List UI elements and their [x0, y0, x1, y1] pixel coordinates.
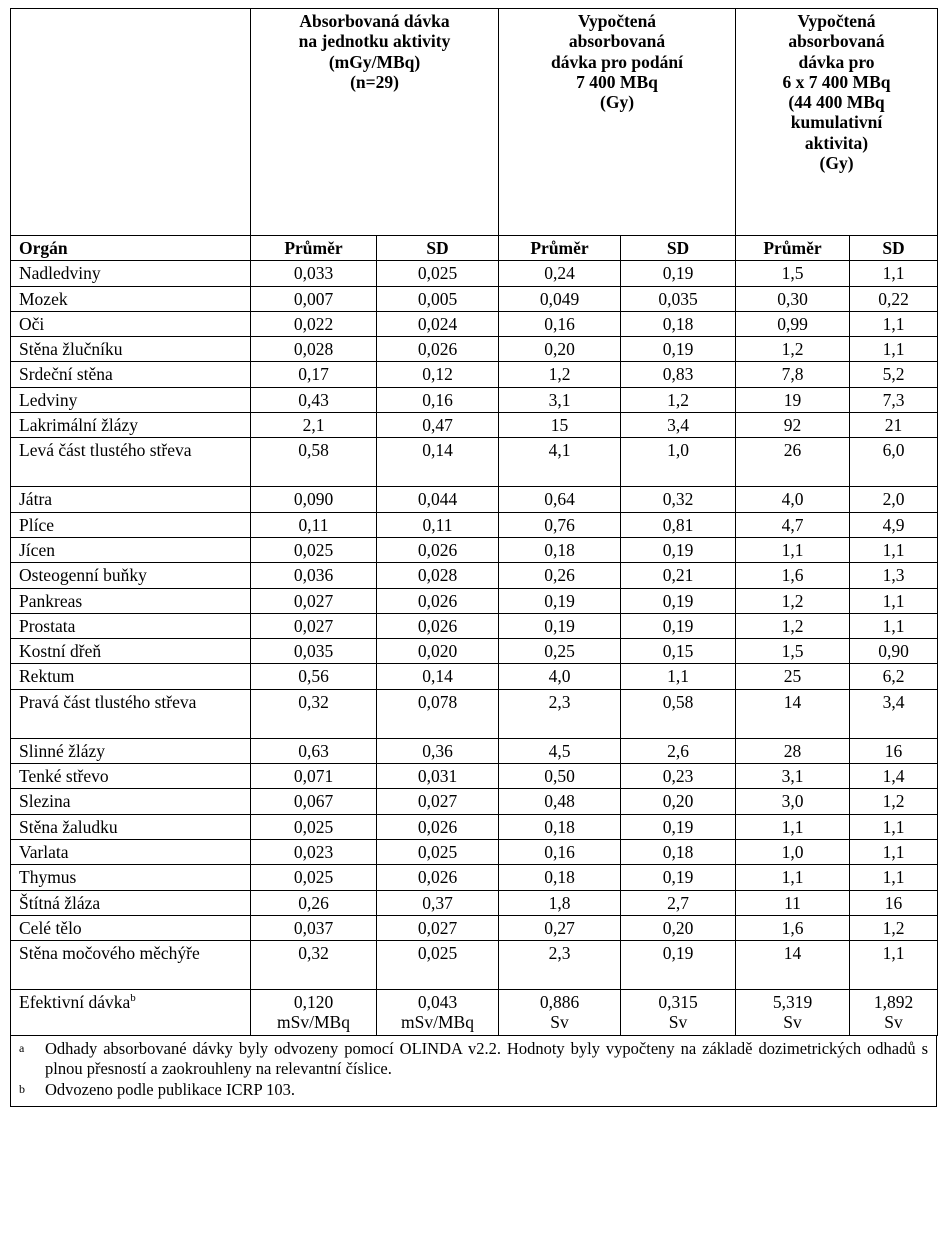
cell-value: 0,12 — [377, 362, 499, 387]
cell-value: 4,5 — [499, 738, 621, 763]
value-unit: mSv/MBq — [401, 1012, 474, 1033]
cell-value: 1,1 — [850, 588, 938, 613]
cell-value: 7,8 — [736, 362, 850, 387]
cell-value: 4,9 — [850, 512, 938, 537]
cell-value: 0,027 — [251, 613, 377, 638]
cell-value: 0,090 — [251, 487, 377, 512]
table-row — [11, 286, 938, 311]
cell-value: 0,19 — [621, 814, 736, 839]
cell-value: 1,2 — [736, 337, 850, 362]
column-header-mean-1: Průměr — [251, 236, 377, 261]
value-unit: Sv — [668, 1012, 688, 1033]
cell-organ: Slinné žlázy — [11, 738, 251, 763]
table-row — [11, 537, 938, 562]
cell-organ: Ledviny — [11, 387, 251, 412]
cell-value: 0,90 — [850, 639, 938, 664]
cell-value: 28 — [736, 738, 850, 763]
cell-value: 1,0 — [736, 839, 850, 864]
cell-value: 0,026 — [377, 588, 499, 613]
cell-value: 2,0 — [850, 487, 938, 512]
table-subheader-row — [11, 236, 938, 261]
table-body — [11, 261, 938, 1035]
cell-value: 0,47 — [377, 413, 499, 438]
cell-value: 0,078 — [377, 689, 499, 738]
table-row — [11, 915, 938, 940]
cell-value: 0,83 — [621, 362, 736, 387]
cell-organ: Stěna močového měchýře — [11, 941, 251, 990]
cell-value: 0,027 — [377, 915, 499, 940]
cell-value: 1,1 — [736, 865, 850, 890]
cell-value: 0,037 — [251, 915, 377, 940]
cell-value: 0,027 — [377, 789, 499, 814]
cell-value: 1,1 — [850, 839, 938, 864]
header-line: na jednotku aktivity — [298, 31, 451, 52]
header-line: Vypočtená — [577, 11, 657, 31]
cell-value — [736, 990, 850, 1036]
table-row — [11, 512, 938, 537]
header-line: Vypočtená — [797, 11, 876, 31]
cell-value: 14 — [736, 941, 850, 990]
cell-value: 0,18 — [621, 839, 736, 864]
cell-value: 0,11 — [251, 512, 377, 537]
cell-value: 1,2 — [850, 789, 938, 814]
footnote-ref: b — [130, 992, 136, 1005]
cell-organ: Oči — [11, 311, 251, 336]
footnote-text: Odhady absorbované dávky byly odvozeny pomocí OLINDA v2.2. Hodnoty byly vypočteny na základě dozimetrických odhadů s plnou přesností a zaokrouhleny na relevantní číslice. — [45, 1038, 928, 1079]
cell-value: 0,56 — [251, 664, 377, 689]
cell-value: 1,1 — [850, 537, 938, 562]
cell-value — [850, 990, 938, 1036]
header-line: 7 400 MBq — [576, 71, 658, 92]
table-row — [11, 387, 938, 412]
table-row — [11, 664, 938, 689]
cell-value: 0,005 — [377, 286, 499, 311]
header-line: dávka pro — [798, 51, 875, 72]
cell-value: 0,071 — [251, 764, 377, 789]
cell-value: 0,035 — [621, 286, 736, 311]
cell-value: 6,2 — [850, 664, 938, 689]
table-row — [11, 814, 938, 839]
cell-value: 2,6 — [621, 738, 736, 763]
cell-value: 0,033 — [251, 261, 377, 286]
cell-value: 1,2 — [736, 613, 850, 638]
header-line: absorbovaná — [568, 31, 666, 52]
cell-value: 19 — [736, 387, 850, 412]
cell-organ: Rektum — [11, 664, 251, 689]
cell-value: 0,19 — [621, 865, 736, 890]
cell-value: 1,5 — [736, 261, 850, 286]
header-line: (n=29) — [350, 71, 399, 92]
table-row — [11, 438, 938, 487]
cell-value: 0,19 — [621, 941, 736, 990]
cell-value: 1,2 — [850, 915, 938, 940]
header-line: aktivita) — [804, 132, 869, 153]
cell-value: 0,32 — [251, 689, 377, 738]
value-unit: Sv — [550, 1012, 569, 1033]
cell-value: 1,1 — [850, 311, 938, 336]
cell-value: 0,027 — [251, 588, 377, 613]
cell-value: 0,024 — [377, 311, 499, 336]
cell-value: 0,23 — [621, 764, 736, 789]
cell-value: 3,0 — [736, 789, 850, 814]
table-header — [11, 9, 938, 261]
cell-value: 0,023 — [251, 839, 377, 864]
cell-value: 0,19 — [621, 613, 736, 638]
cell-value: 0,20 — [621, 789, 736, 814]
cell-value: 0,32 — [251, 941, 377, 990]
cell-value: 0,36 — [377, 738, 499, 763]
table-row — [11, 865, 938, 890]
cell-value: 0,14 — [377, 438, 499, 487]
cell-value: 0,026 — [377, 613, 499, 638]
header-line: Absorbovaná dávka — [299, 11, 450, 31]
cell-value: 1,1 — [850, 261, 938, 286]
table-row — [11, 337, 938, 362]
column-header-organ: Orgán — [11, 236, 251, 261]
cell-value: 0,63 — [251, 738, 377, 763]
cell-value: 4,7 — [736, 512, 850, 537]
cell-value: 0,049 — [499, 286, 621, 311]
cell-value: 1,4 — [850, 764, 938, 789]
column-header-sd-2: SD — [621, 236, 736, 261]
header-line: kumulativní — [790, 112, 883, 133]
footnote-row — [19, 1039, 928, 1080]
column-header-mean-2: Průměr — [499, 236, 621, 261]
cell-value: 0,20 — [621, 915, 736, 940]
cell-value: 0,17 — [251, 362, 377, 387]
cell-value — [621, 990, 736, 1036]
table-header-group-row — [11, 9, 938, 236]
cell-value: 0,025 — [251, 865, 377, 890]
table-footnotes — [10, 1036, 937, 1107]
table-row — [11, 311, 938, 336]
cell-value: 1,1 — [850, 941, 938, 990]
cell-value: 0,14 — [377, 664, 499, 689]
cell-value: 0,16 — [499, 839, 621, 864]
cell-value: 0,026 — [377, 537, 499, 562]
cell-organ — [11, 990, 251, 1036]
cell-value: 0,007 — [251, 286, 377, 311]
cell-value — [251, 990, 377, 1036]
cell-value: 0,22 — [850, 286, 938, 311]
cell-value: 0,022 — [251, 311, 377, 336]
cell-value: 3,4 — [621, 413, 736, 438]
cell-value: 0,028 — [377, 563, 499, 588]
cell-value: 4,0 — [736, 487, 850, 512]
cell-organ: Stěna žlučníku — [11, 337, 251, 362]
cell-organ: Plíce — [11, 512, 251, 537]
cell-value: 16 — [850, 890, 938, 915]
cell-value: 0,026 — [377, 337, 499, 362]
header-line: (Gy) — [819, 153, 854, 174]
header-line: (mGy/MBq) — [328, 51, 421, 72]
column-header-sd-1: SD — [377, 236, 499, 261]
cell-value: 25 — [736, 664, 850, 689]
table-row — [11, 738, 938, 763]
cell-value: 0,025 — [377, 839, 499, 864]
cell-value: 92 — [736, 413, 850, 438]
cell-value: 0,99 — [736, 311, 850, 336]
table-row — [11, 487, 938, 512]
value: 0,315 — [658, 992, 698, 1013]
cell-value: 1,6 — [736, 915, 850, 940]
cell-value: 0,19 — [621, 588, 736, 613]
cell-value: 21 — [850, 413, 938, 438]
column-header-sd-3: SD — [850, 236, 938, 261]
table-row — [11, 941, 938, 990]
cell-value: 16 — [850, 738, 938, 763]
cell-organ: Lakrimální žlázy — [11, 413, 251, 438]
cell-organ: Slezina — [11, 789, 251, 814]
cell-value: 1,2 — [621, 387, 736, 412]
column-header-mean-3: Průměr — [736, 236, 850, 261]
cell-value: 3,1 — [499, 387, 621, 412]
cell-value: 1,1 — [736, 814, 850, 839]
cell-organ: Nadledviny — [11, 261, 251, 286]
cell-value: 0,64 — [499, 487, 621, 512]
cell-value: 0,37 — [377, 890, 499, 915]
cell-value: 6,0 — [850, 438, 938, 487]
footnote-mark: b — [19, 1081, 25, 1096]
cell-value: 3,4 — [850, 689, 938, 738]
cell-value: 0,58 — [621, 689, 736, 738]
cell-value: 0,27 — [499, 915, 621, 940]
cell-organ: Varlata — [11, 839, 251, 864]
table-row — [11, 362, 938, 387]
cell-organ: Mozek — [11, 286, 251, 311]
cell-value: 2,1 — [251, 413, 377, 438]
absorbed-dose-table — [10, 8, 938, 1036]
cell-value: 0,18 — [499, 865, 621, 890]
cell-value: 0,19 — [621, 261, 736, 286]
footnote-text: Odvozeno podle publikace ICRP 103. — [45, 1079, 296, 1099]
cell-value: 2,3 — [499, 689, 621, 738]
table-row — [11, 588, 938, 613]
cell-organ: Štítná žláza — [11, 890, 251, 915]
table-row — [11, 764, 938, 789]
cell-value: 0,19 — [621, 337, 736, 362]
table-row — [11, 890, 938, 915]
cell-value — [377, 990, 499, 1036]
value: 0,120 — [293, 992, 334, 1013]
cell-value: 0,19 — [621, 537, 736, 562]
cell-value: 1,6 — [736, 563, 850, 588]
cell-organ: Pravá část tlustého střeva — [11, 689, 251, 738]
table-row — [11, 563, 938, 588]
cell-organ: Tenké střevo — [11, 764, 251, 789]
header-line: absorbovaná — [788, 31, 885, 52]
cell-value: 14 — [736, 689, 850, 738]
cell-value: 1,1 — [621, 664, 736, 689]
table-row — [11, 639, 938, 664]
cell-value: 0,24 — [499, 261, 621, 286]
cell-value: 0,11 — [377, 512, 499, 537]
table-row — [11, 689, 938, 738]
cell-value: 1,2 — [736, 588, 850, 613]
cell-value: 0,026 — [377, 814, 499, 839]
value-unit: Sv — [783, 1012, 802, 1033]
cell-value: 0,026 — [377, 865, 499, 890]
header-line: (Gy) — [600, 92, 635, 113]
cell-value: 0,32 — [621, 487, 736, 512]
cell-value: 0,16 — [499, 311, 621, 336]
cell-value: 0,18 — [499, 537, 621, 562]
value: 5,319 — [772, 992, 813, 1013]
table-row — [11, 413, 938, 438]
cell-organ: Játra — [11, 487, 251, 512]
table-row — [11, 613, 938, 638]
cell-value: 1,3 — [850, 563, 938, 588]
cell-value: 0,26 — [251, 890, 377, 915]
cell-value: 0,30 — [736, 286, 850, 311]
cell-value: 1,0 — [621, 438, 736, 487]
cell-value: 0,18 — [499, 814, 621, 839]
table-row — [11, 261, 938, 286]
cell-value: 0,25 — [499, 639, 621, 664]
cell-value: 0,15 — [621, 639, 736, 664]
cell-organ: Celé tělo — [11, 915, 251, 940]
footnote-row — [19, 1080, 928, 1101]
cell-value: 0,26 — [499, 563, 621, 588]
table-row — [11, 789, 938, 814]
cell-value: 0,036 — [251, 563, 377, 588]
cell-value — [499, 990, 621, 1036]
header-line: dávka pro podání — [551, 51, 683, 72]
table-row — [11, 839, 938, 864]
header-cell-dose-7400 — [499, 9, 736, 236]
cell-value: 0,21 — [621, 563, 736, 588]
cell-value: 0,16 — [377, 387, 499, 412]
cell-value: 0,48 — [499, 789, 621, 814]
cell-value: 3,1 — [736, 764, 850, 789]
cell-value: 15 — [499, 413, 621, 438]
cell-value: 5,2 — [850, 362, 938, 387]
cell-value: 2,7 — [621, 890, 736, 915]
header-line: (44 400 MBq — [788, 92, 885, 113]
cell-value: 1,1 — [736, 537, 850, 562]
header-cell-dose-per-activity — [251, 9, 499, 236]
cell-value: 1,1 — [850, 814, 938, 839]
cell-value: 1,5 — [736, 639, 850, 664]
cell-value: 1,1 — [850, 337, 938, 362]
value-unit: mSv/MBq — [277, 1012, 350, 1033]
value: 1,892 — [873, 992, 914, 1013]
value-unit: Sv — [884, 1012, 903, 1033]
footnote-mark: a — [19, 1040, 25, 1055]
cell-organ: Stěna žaludku — [11, 814, 251, 839]
cell-organ: Levá část tlustého střeva — [11, 438, 251, 487]
cell-value: 1,8 — [499, 890, 621, 915]
cell-value: 7,3 — [850, 387, 938, 412]
cell-organ: Srdeční stěna — [11, 362, 251, 387]
cell-value: 0,035 — [251, 639, 377, 664]
header-cell-empty — [11, 9, 251, 236]
cell-value: 0,025 — [377, 941, 499, 990]
cell-value: 26 — [736, 438, 850, 487]
cell-value: 0,067 — [251, 789, 377, 814]
cell-value: 0,025 — [251, 537, 377, 562]
cell-organ: Jícen — [11, 537, 251, 562]
cell-value: 0,58 — [251, 438, 377, 487]
cell-value: 0,044 — [377, 487, 499, 512]
cell-value: 0,76 — [499, 512, 621, 537]
value: 0,043 — [417, 992, 458, 1013]
header-cell-dose-cumulative — [736, 9, 938, 236]
effective-dose-label: Efektivní dávka — [19, 992, 131, 1013]
cell-value: 0,18 — [621, 311, 736, 336]
cell-value: 0,025 — [251, 814, 377, 839]
cell-organ: Thymus — [11, 865, 251, 890]
cell-value: 0,20 — [499, 337, 621, 362]
table-row-effective-dose — [11, 990, 938, 1036]
cell-value: 0,031 — [377, 764, 499, 789]
cell-organ: Kostní dřeň — [11, 639, 251, 664]
cell-organ: Pankreas — [11, 588, 251, 613]
cell-value: 0,19 — [499, 613, 621, 638]
cell-value: 0,025 — [377, 261, 499, 286]
value: 0,886 — [539, 992, 580, 1013]
cell-value: 0,50 — [499, 764, 621, 789]
cell-value: 11 — [736, 890, 850, 915]
cell-value: 1,2 — [499, 362, 621, 387]
header-line: 6 x 7 400 MBq — [782, 71, 891, 92]
cell-value: 0,43 — [251, 387, 377, 412]
cell-value: 0,028 — [251, 337, 377, 362]
cell-value: 1,1 — [850, 865, 938, 890]
cell-value: 1,1 — [850, 613, 938, 638]
cell-value: 0,020 — [377, 639, 499, 664]
cell-value: 4,1 — [499, 438, 621, 487]
cell-value: 2,3 — [499, 941, 621, 990]
cell-value: 0,81 — [621, 512, 736, 537]
cell-value: 4,0 — [499, 664, 621, 689]
cell-value: 0,19 — [499, 588, 621, 613]
cell-organ: Prostata — [11, 613, 251, 638]
cell-organ: Osteogenní buňky — [11, 563, 251, 588]
